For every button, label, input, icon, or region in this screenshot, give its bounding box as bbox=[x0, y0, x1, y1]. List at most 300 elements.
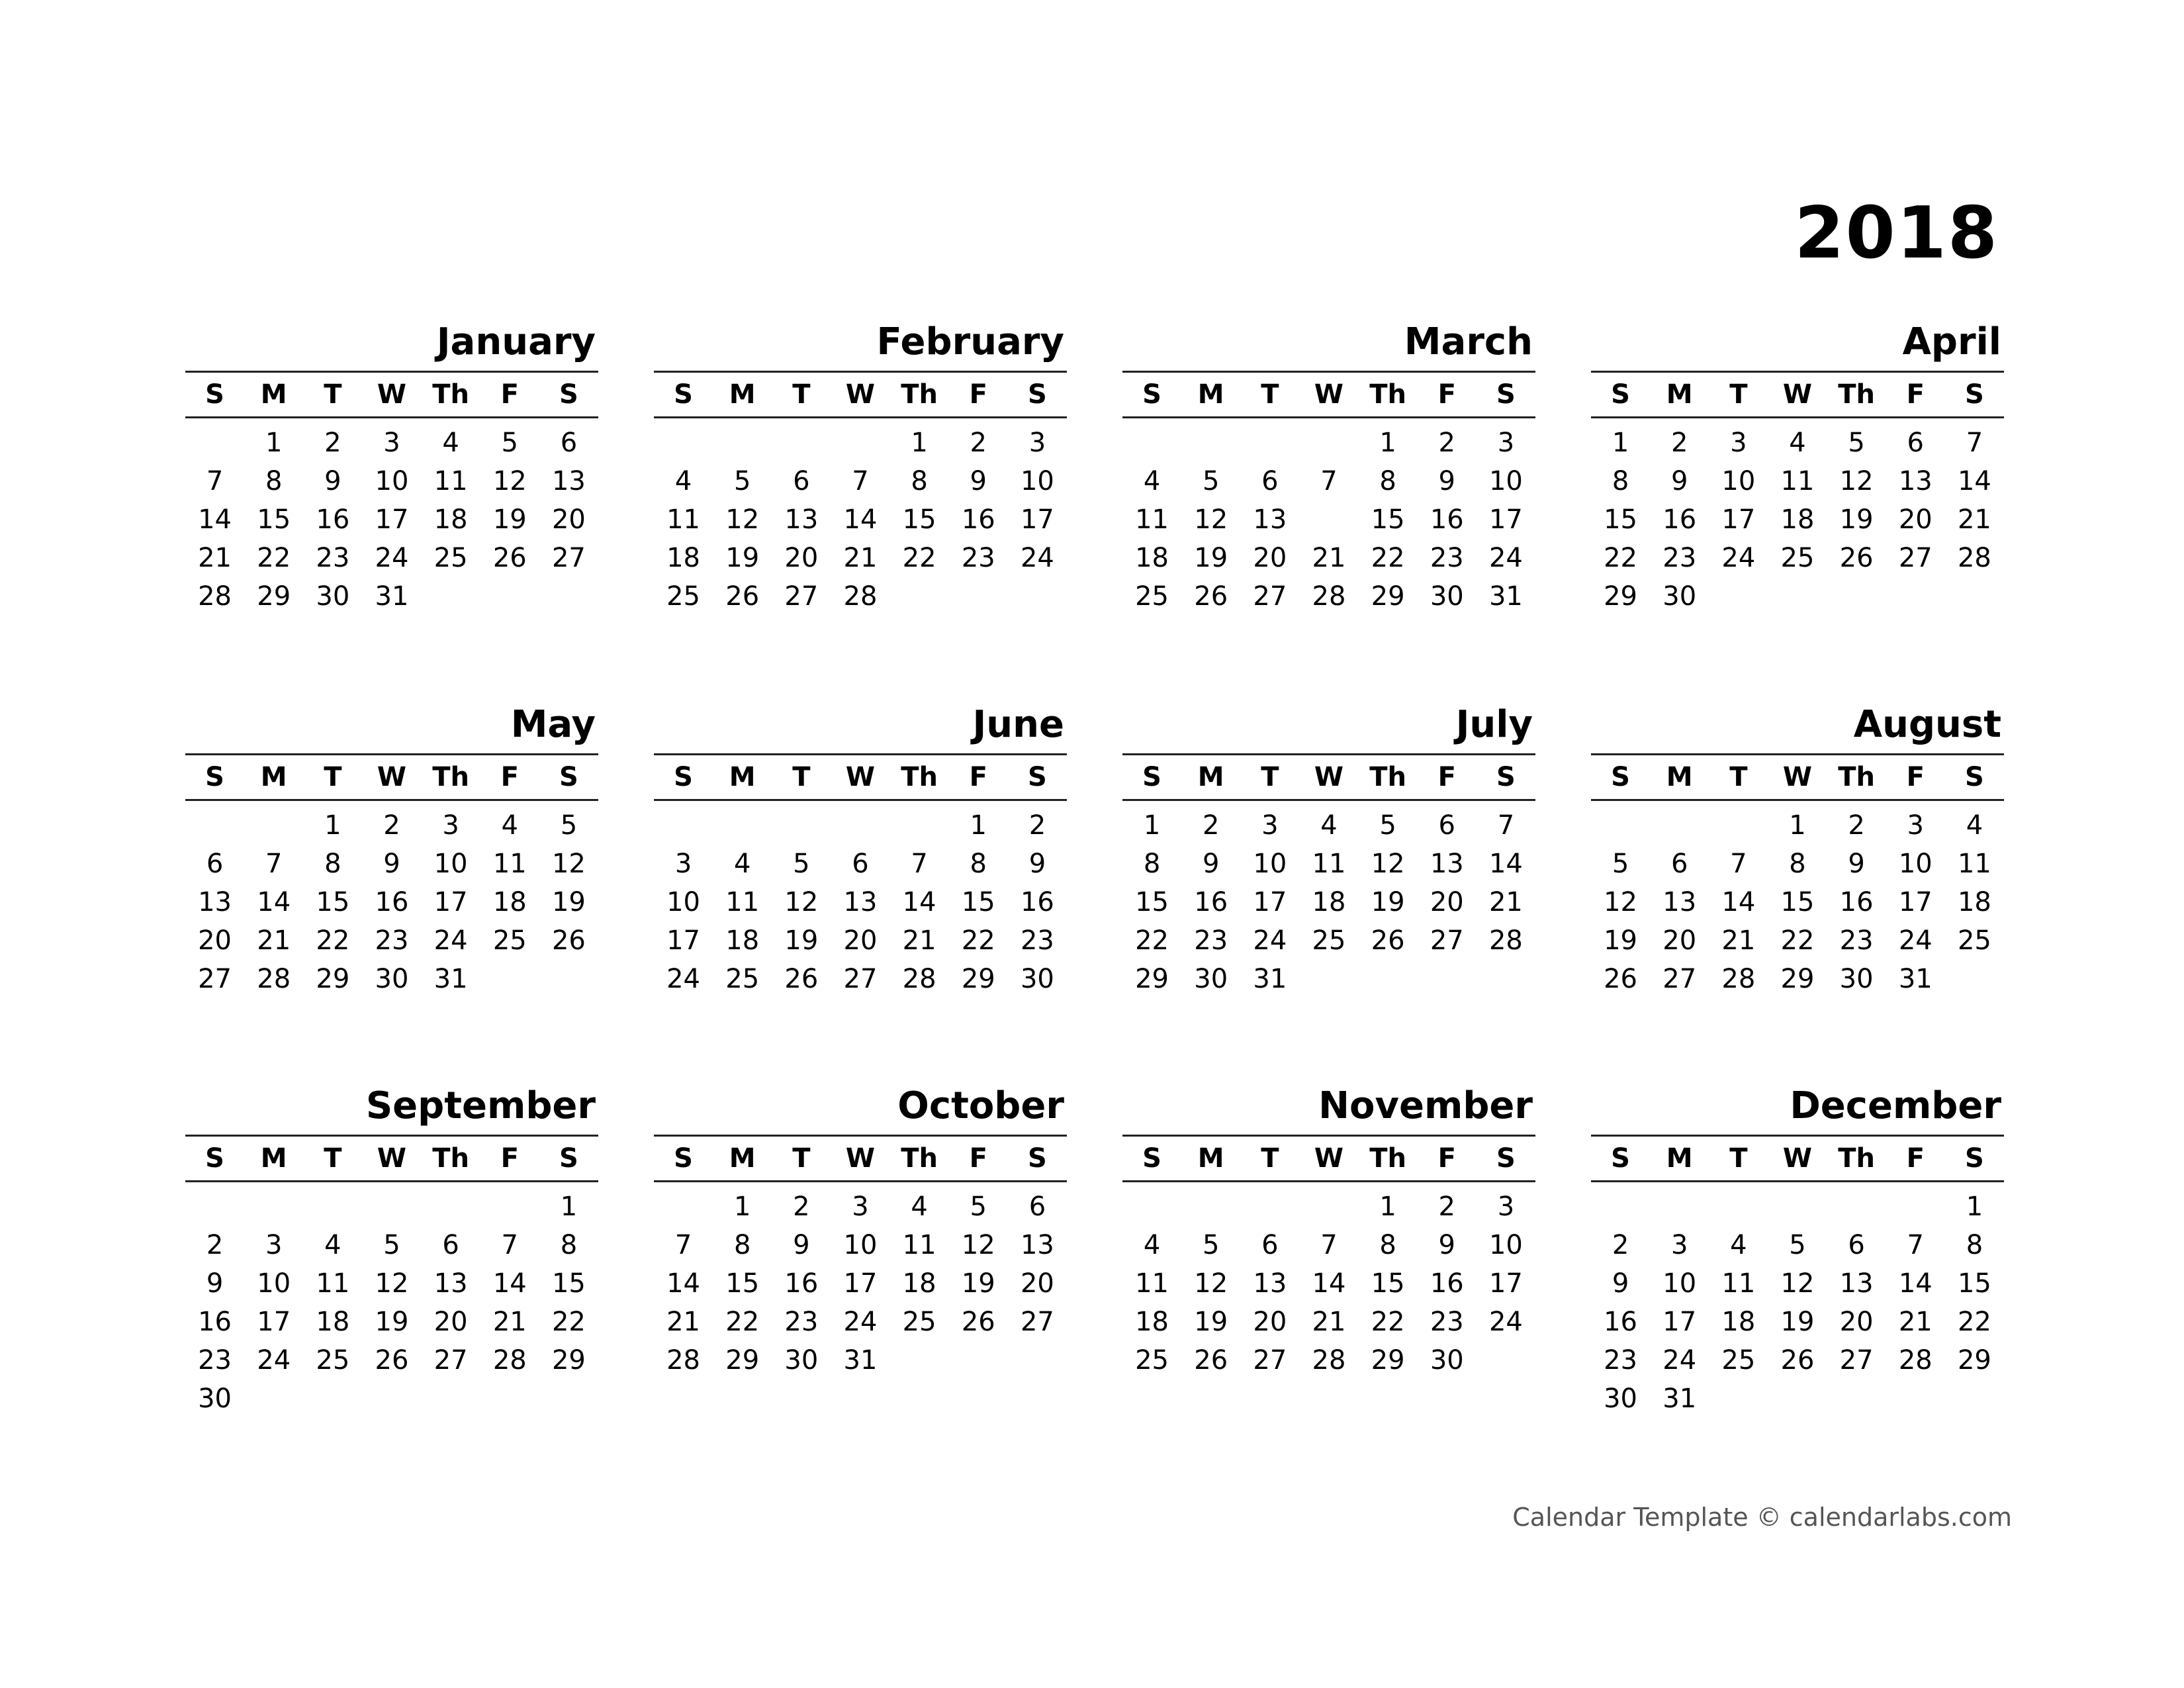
weekday-label: S bbox=[559, 762, 578, 792]
weekday-label: W bbox=[377, 762, 407, 792]
day-cell: 8 bbox=[1966, 1230, 1983, 1260]
month-name: October bbox=[897, 1084, 1064, 1127]
day-cell: 27 bbox=[1020, 1307, 1054, 1337]
day-cell: 3 bbox=[674, 849, 692, 879]
day-cell: 26 bbox=[492, 543, 527, 573]
day-cell: 15 bbox=[725, 1268, 760, 1299]
day-cell: 1 bbox=[265, 428, 283, 458]
day-cell: 22 bbox=[902, 543, 936, 573]
day-cell: 6 bbox=[560, 428, 578, 458]
day-cell: 11 bbox=[316, 1268, 350, 1299]
day-cell: 22 bbox=[1135, 925, 1169, 956]
day-cell: 20 bbox=[551, 504, 586, 535]
day-cell: 30 bbox=[1194, 964, 1228, 994]
day-cell: 11 bbox=[1957, 849, 1991, 879]
day-cell: 11 bbox=[433, 466, 468, 496]
day-cell: 24 bbox=[1488, 1307, 1523, 1337]
day-cell: 26 bbox=[1194, 581, 1228, 612]
day-cell: 10 bbox=[257, 1268, 291, 1299]
weekday-label: W bbox=[1314, 762, 1344, 792]
empty-day-cell bbox=[1650, 806, 1709, 845]
month-name: November bbox=[1318, 1084, 1533, 1127]
month-december bbox=[1591, 1078, 2004, 1418]
weekday-header bbox=[654, 753, 1067, 801]
day-cell: 18 bbox=[1780, 504, 1815, 535]
day-cell: 1 bbox=[911, 428, 928, 458]
day-cell: 1 bbox=[1612, 428, 1629, 458]
day-cell: 21 bbox=[1312, 543, 1346, 573]
day-cell: 2 bbox=[1202, 810, 1220, 841]
weekday-label: S bbox=[674, 762, 693, 792]
weekday-header bbox=[1591, 753, 2004, 801]
day-cell: 28 bbox=[902, 964, 936, 994]
weekday-label: F bbox=[500, 1143, 519, 1174]
day-cell: 18 bbox=[1721, 1307, 1756, 1337]
day-cell: 18 bbox=[902, 1268, 936, 1299]
weekday-label: S bbox=[1611, 762, 1630, 792]
day-cell: 8 bbox=[1789, 849, 1806, 879]
empty-day-cell bbox=[1709, 1188, 1768, 1226]
day-cell: 10 bbox=[375, 466, 409, 496]
day-grid bbox=[1591, 801, 2004, 998]
day-cell: 26 bbox=[375, 1345, 409, 1376]
day-cell: 24 bbox=[375, 543, 409, 573]
day-cell: 22 bbox=[316, 925, 350, 956]
day-cell: 5 bbox=[793, 849, 810, 879]
weekday-label: F bbox=[1906, 379, 1925, 410]
empty-day-cell bbox=[1240, 424, 1299, 462]
day-cell: 18 bbox=[1312, 887, 1346, 917]
month-name: August bbox=[1853, 703, 2001, 746]
day-cell: 10 bbox=[1898, 849, 1933, 879]
day-cell: 7 bbox=[911, 849, 928, 879]
day-cell: 17 bbox=[843, 1268, 878, 1299]
day-cell: 1 bbox=[1143, 810, 1161, 841]
day-cell: 17 bbox=[1488, 504, 1523, 535]
weekday-label: F bbox=[1906, 762, 1925, 792]
day-cell: 19 bbox=[375, 1307, 409, 1337]
day-cell: 10 bbox=[1488, 1230, 1523, 1260]
month-february bbox=[654, 314, 1067, 616]
weekday-label: S bbox=[1028, 762, 1047, 792]
day-cell: 19 bbox=[1839, 504, 1874, 535]
weekday-label: S bbox=[1965, 762, 1984, 792]
day-cell: 9 bbox=[970, 466, 987, 496]
day-cell: 6 bbox=[442, 1230, 459, 1260]
day-cell: 16 bbox=[1604, 1307, 1638, 1337]
day-cell: 5 bbox=[1848, 428, 1865, 458]
day-cell: 18 bbox=[492, 887, 527, 917]
day-cell: 19 bbox=[1371, 887, 1405, 917]
day-cell: 23 bbox=[1194, 925, 1228, 956]
day-cell: 8 bbox=[265, 466, 283, 496]
day-cell: 19 bbox=[1194, 1307, 1228, 1337]
weekday-label: W bbox=[1314, 379, 1344, 410]
month-name: April bbox=[1902, 320, 2001, 363]
day-cell: 30 bbox=[1662, 581, 1697, 612]
day-cell: 21 bbox=[198, 543, 232, 573]
day-cell: 20 bbox=[843, 925, 878, 956]
day-cell: 15 bbox=[1604, 504, 1638, 535]
empty-day-cell bbox=[1240, 1188, 1299, 1226]
day-cell: 5 bbox=[1202, 1230, 1220, 1260]
weekday-label: M bbox=[1666, 762, 1693, 792]
day-cell: 10 bbox=[1662, 1268, 1697, 1299]
day-cell: 29 bbox=[1135, 964, 1169, 994]
weekday-label: S bbox=[1611, 379, 1630, 410]
empty-day-cell bbox=[1122, 1188, 1181, 1226]
day-cell: 29 bbox=[1957, 1345, 1991, 1376]
empty-day-cell bbox=[654, 806, 713, 845]
day-cell: 8 bbox=[970, 849, 987, 879]
day-cell: 14 bbox=[198, 504, 232, 535]
day-cell: 12 bbox=[1371, 849, 1405, 879]
weekday-label: S bbox=[674, 1143, 693, 1174]
day-cell: 19 bbox=[1780, 1307, 1815, 1337]
day-cell: 31 bbox=[375, 581, 409, 612]
weekday-label: M bbox=[1197, 1143, 1224, 1174]
weekday-label: S bbox=[559, 1143, 578, 1174]
day-cell: 24 bbox=[1488, 543, 1523, 573]
weekday-label: W bbox=[1782, 1143, 1813, 1174]
month-november bbox=[1122, 1078, 1535, 1380]
day-cell: 11 bbox=[902, 1230, 936, 1260]
day-cell: 28 bbox=[1312, 581, 1346, 612]
month-name: September bbox=[365, 1084, 596, 1127]
day-cell: 5 bbox=[1379, 810, 1396, 841]
day-cell: 3 bbox=[265, 1230, 283, 1260]
day-cell: 19 bbox=[784, 925, 819, 956]
weekday-label: S bbox=[1142, 1143, 1161, 1174]
weekday-label: F bbox=[500, 762, 519, 792]
day-cell: 10 bbox=[1020, 466, 1054, 496]
day-cell: 27 bbox=[1898, 543, 1933, 573]
footer-credit: Calendar Template © calendarlabs.com bbox=[1512, 1503, 2012, 1532]
day-cell: 25 bbox=[1135, 1345, 1169, 1376]
day-cell: 13 bbox=[784, 504, 819, 535]
day-cell: 8 bbox=[324, 849, 341, 879]
day-cell: 5 bbox=[733, 466, 751, 496]
day-grid bbox=[1591, 418, 2004, 616]
day-cell: 14 bbox=[1488, 849, 1523, 879]
weekday-label: S bbox=[1611, 1143, 1630, 1174]
weekday-header bbox=[1122, 753, 1535, 801]
day-cell: 23 bbox=[1662, 543, 1697, 573]
year-title: 2018 bbox=[1794, 192, 1999, 275]
day-cell: 26 bbox=[1371, 925, 1405, 956]
weekday-label: M bbox=[1666, 379, 1693, 410]
weekday-label: S bbox=[1142, 762, 1161, 792]
day-cell: 29 bbox=[257, 581, 291, 612]
day-cell: 2 bbox=[970, 428, 987, 458]
day-cell: 20 bbox=[1430, 887, 1464, 917]
weekday-label: M bbox=[1197, 762, 1224, 792]
day-cell: 16 bbox=[1430, 1268, 1464, 1299]
day-cell: 28 bbox=[1957, 543, 1991, 573]
day-cell: 16 bbox=[1194, 887, 1228, 917]
day-cell: 19 bbox=[725, 543, 760, 573]
weekday-label: Th bbox=[901, 1143, 938, 1174]
day-cell: 23 bbox=[1430, 1307, 1464, 1337]
day-cell: 28 bbox=[1488, 925, 1523, 956]
day-cell: 7 bbox=[265, 849, 283, 879]
day-cell: 16 bbox=[1430, 504, 1464, 535]
day-cell: 23 bbox=[1604, 1345, 1638, 1376]
day-cell: 19 bbox=[551, 887, 586, 917]
day-cell: 16 bbox=[316, 504, 350, 535]
day-cell: 10 bbox=[843, 1230, 878, 1260]
day-cell: 24 bbox=[1253, 925, 1287, 956]
empty-day-cell bbox=[1650, 1188, 1709, 1226]
day-cell: 19 bbox=[1194, 543, 1228, 573]
day-cell: 15 bbox=[902, 504, 936, 535]
weekday-label: S bbox=[1028, 379, 1047, 410]
empty-day-cell bbox=[831, 424, 889, 462]
weekday-label: S bbox=[674, 379, 693, 410]
empty-day-cell bbox=[772, 806, 831, 845]
day-cell: 6 bbox=[1907, 428, 1924, 458]
day-cell: 13 bbox=[1839, 1268, 1874, 1299]
day-cell: 7 bbox=[206, 466, 224, 496]
day-cell: 3 bbox=[383, 428, 400, 458]
weekday-label: F bbox=[1437, 1143, 1456, 1174]
day-cell: 25 bbox=[1721, 1345, 1756, 1376]
day-cell: 7 bbox=[674, 1230, 692, 1260]
day-grid bbox=[654, 418, 1067, 616]
day-cell: 22 bbox=[1371, 1307, 1405, 1337]
day-cell: 14 bbox=[1312, 1268, 1346, 1299]
day-cell: 22 bbox=[725, 1307, 760, 1337]
day-cell: 6 bbox=[793, 466, 810, 496]
weekday-label: M bbox=[260, 1143, 287, 1174]
day-cell: 12 bbox=[1194, 1268, 1228, 1299]
month-name: May bbox=[510, 703, 596, 746]
empty-day-cell bbox=[422, 1188, 480, 1226]
day-cell: 22 bbox=[1957, 1307, 1991, 1337]
day-cell: 8 bbox=[911, 466, 928, 496]
weekday-label: M bbox=[729, 1143, 756, 1174]
day-cell: 4 bbox=[442, 428, 459, 458]
empty-day-cell bbox=[1122, 424, 1181, 462]
day-cell: 13 bbox=[433, 1268, 468, 1299]
day-cell: 17 bbox=[1662, 1307, 1697, 1337]
day-cell: 27 bbox=[784, 581, 819, 612]
day-cell: 14 bbox=[1721, 887, 1756, 917]
day-cell: 6 bbox=[206, 849, 224, 879]
day-cell: 28 bbox=[257, 964, 291, 994]
day-cell: 5 bbox=[970, 1192, 987, 1222]
day-cell: 1 bbox=[324, 810, 341, 841]
weekday-label: T bbox=[1729, 762, 1748, 792]
day-cell: 23 bbox=[1839, 925, 1874, 956]
day-cell: 16 bbox=[1662, 504, 1697, 535]
day-cell: 20 bbox=[1839, 1307, 1874, 1337]
day-cell: 28 bbox=[1898, 1345, 1933, 1376]
weekday-label: F bbox=[1437, 762, 1456, 792]
day-cell: 30 bbox=[198, 1383, 232, 1414]
day-cell: 11 bbox=[1780, 466, 1815, 496]
day-cell: 3 bbox=[1497, 428, 1515, 458]
weekday-header bbox=[1122, 1135, 1535, 1182]
weekday-label: Th bbox=[1369, 379, 1407, 410]
day-cell: 10 bbox=[1488, 466, 1523, 496]
day-cell: 23 bbox=[1430, 543, 1464, 573]
day-cell: 9 bbox=[1438, 1230, 1455, 1260]
weekday-label: Th bbox=[901, 379, 938, 410]
day-cell: 9 bbox=[1848, 849, 1865, 879]
day-grid bbox=[1122, 418, 1535, 616]
month-name: March bbox=[1404, 320, 1533, 363]
weekday-header bbox=[654, 1135, 1067, 1182]
day-cell: 7 bbox=[501, 1230, 518, 1260]
day-cell: 21 bbox=[902, 925, 936, 956]
day-cell: 27 bbox=[1839, 1345, 1874, 1376]
day-cell: 27 bbox=[1253, 1345, 1287, 1376]
day-cell: 18 bbox=[433, 504, 468, 535]
day-cell: 31 bbox=[1898, 964, 1933, 994]
weekday-label: W bbox=[1314, 1143, 1344, 1174]
month-march bbox=[1122, 314, 1535, 616]
day-cell: 25 bbox=[1135, 581, 1169, 612]
day-cell: 9 bbox=[1612, 1268, 1629, 1299]
day-grid bbox=[654, 1182, 1067, 1380]
day-cell: 17 bbox=[257, 1307, 291, 1337]
empty-day-cell bbox=[480, 1188, 539, 1226]
day-cell: 28 bbox=[1312, 1345, 1346, 1376]
weekday-label: T bbox=[1261, 379, 1279, 410]
day-cell: 22 bbox=[551, 1307, 586, 1337]
day-cell: 3 bbox=[1261, 810, 1279, 841]
weekday-label: T bbox=[1261, 1143, 1279, 1174]
weekday-label: Th bbox=[1838, 762, 1876, 792]
day-cell: 28 bbox=[1721, 964, 1756, 994]
day-grid bbox=[185, 801, 598, 998]
day-cell: 23 bbox=[375, 925, 409, 956]
day-cell: 31 bbox=[1488, 581, 1523, 612]
day-cell: 2 bbox=[206, 1230, 224, 1260]
day-cell: 13 bbox=[1430, 849, 1464, 879]
day-cell: 12 bbox=[1194, 504, 1228, 535]
day-cell: 15 bbox=[551, 1268, 586, 1299]
empty-day-cell bbox=[713, 806, 772, 845]
weekday-label: F bbox=[1906, 1143, 1925, 1174]
weekday-label: S bbox=[1496, 762, 1516, 792]
day-cell: 11 bbox=[1721, 1268, 1756, 1299]
day-cell: 26 bbox=[551, 925, 586, 956]
day-cell: 22 bbox=[961, 925, 995, 956]
day-cell: 4 bbox=[1143, 466, 1161, 496]
day-cell: 26 bbox=[961, 1307, 995, 1337]
day-cell: 9 bbox=[383, 849, 400, 879]
day-cell: 21 bbox=[1721, 925, 1756, 956]
day-cell: 19 bbox=[1604, 925, 1638, 956]
day-cell: 24 bbox=[433, 925, 468, 956]
day-cell: 7 bbox=[1730, 849, 1747, 879]
empty-day-cell bbox=[772, 424, 831, 462]
weekday-label: S bbox=[1142, 379, 1161, 410]
day-cell: 13 bbox=[1253, 1268, 1287, 1299]
weekday-label: W bbox=[377, 379, 407, 410]
day-cell: 22 bbox=[1780, 925, 1815, 956]
weekday-label: S bbox=[205, 379, 224, 410]
day-cell: 22 bbox=[257, 543, 291, 573]
weekday-label: S bbox=[1965, 1143, 1984, 1174]
day-cell: 16 bbox=[198, 1307, 232, 1337]
weekday-label: W bbox=[845, 379, 876, 410]
day-cell: 7 bbox=[1907, 1230, 1924, 1260]
day-cell: 14 bbox=[1957, 466, 1991, 496]
day-cell: 30 bbox=[1604, 1383, 1638, 1414]
month-name: January bbox=[436, 320, 596, 363]
weekday-header bbox=[654, 371, 1067, 418]
day-cell: 18 bbox=[1135, 543, 1169, 573]
day-grid bbox=[185, 418, 598, 616]
empty-day-cell bbox=[1827, 1188, 1886, 1226]
day-cell: 2 bbox=[1612, 1230, 1629, 1260]
day-cell: 26 bbox=[1194, 1345, 1228, 1376]
empty-day-cell bbox=[1181, 1188, 1240, 1226]
day-cell bbox=[1299, 500, 1358, 539]
day-cell: 24 bbox=[666, 964, 701, 994]
day-cell: 4 bbox=[501, 810, 518, 841]
day-cell: 5 bbox=[383, 1230, 400, 1260]
day-cell: 21 bbox=[492, 1307, 527, 1337]
day-cell: 1 bbox=[1966, 1192, 1983, 1222]
day-cell: 4 bbox=[324, 1230, 341, 1260]
day-cell: 27 bbox=[1662, 964, 1697, 994]
weekday-label: M bbox=[729, 379, 756, 410]
day-cell: 4 bbox=[1730, 1230, 1747, 1260]
day-cell: 4 bbox=[1320, 810, 1338, 841]
weekday-header bbox=[1591, 1135, 2004, 1182]
day-cell: 20 bbox=[1020, 1268, 1054, 1299]
day-cell: 29 bbox=[316, 964, 350, 994]
weekday-header bbox=[185, 1135, 598, 1182]
day-cell: 11 bbox=[1135, 1268, 1169, 1299]
day-cell: 14 bbox=[666, 1268, 701, 1299]
day-grid bbox=[654, 801, 1067, 998]
weekday-label: S bbox=[205, 1143, 224, 1174]
empty-day-cell bbox=[185, 1188, 244, 1226]
weekday-label: Th bbox=[432, 762, 470, 792]
day-cell: 16 bbox=[961, 504, 995, 535]
day-cell: 14 bbox=[257, 887, 291, 917]
day-cell: 4 bbox=[674, 466, 692, 496]
day-cell: 24 bbox=[257, 1345, 291, 1376]
month-name: December bbox=[1790, 1084, 2001, 1127]
month-january bbox=[185, 314, 598, 616]
day-cell: 7 bbox=[1966, 428, 1983, 458]
day-cell: 13 bbox=[1662, 887, 1697, 917]
day-cell: 1 bbox=[1379, 1192, 1396, 1222]
weekday-label: W bbox=[845, 1143, 876, 1174]
day-cell: 13 bbox=[1020, 1230, 1054, 1260]
day-cell: 15 bbox=[1780, 887, 1815, 917]
day-cell: 12 bbox=[725, 504, 760, 535]
day-cell: 28 bbox=[198, 581, 232, 612]
day-cell: 17 bbox=[433, 887, 468, 917]
day-cell: 5 bbox=[1202, 466, 1220, 496]
day-cell: 9 bbox=[1438, 466, 1455, 496]
weekday-label: T bbox=[324, 762, 342, 792]
day-cell: 8 bbox=[1379, 466, 1396, 496]
day-cell: 25 bbox=[725, 964, 760, 994]
day-cell: 6 bbox=[1438, 810, 1455, 841]
day-cell: 23 bbox=[316, 543, 350, 573]
day-cell: 3 bbox=[442, 810, 459, 841]
day-cell: 10 bbox=[433, 849, 468, 879]
empty-day-cell bbox=[244, 1188, 303, 1226]
